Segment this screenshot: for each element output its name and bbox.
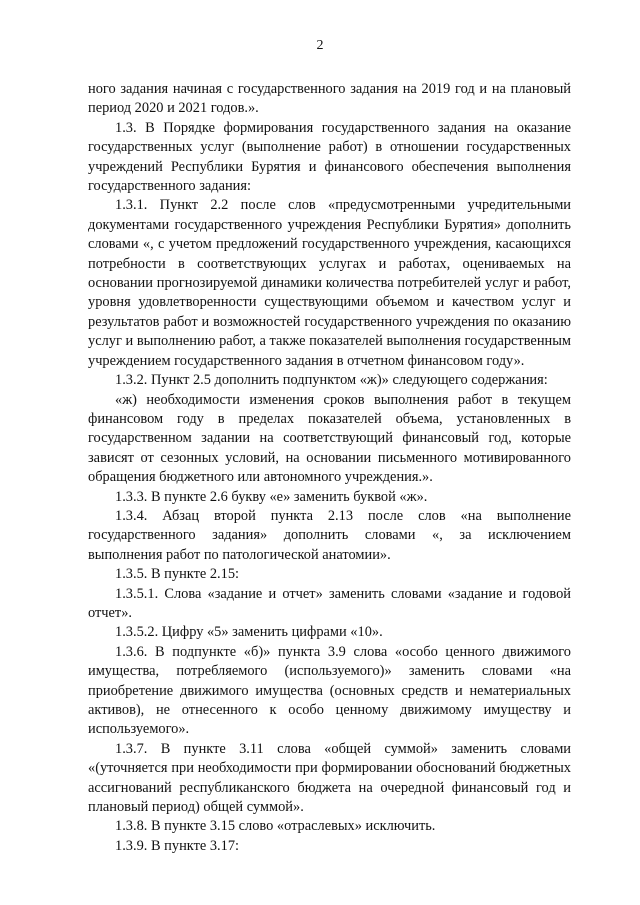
paragraph-1-3: 1.3. В Порядке формирования государственного задания на оказание государственных услуг (выполнение работ) в отношении государственных учреждений Республики Бурятия и финансового обеспечения выполнения государственного задания:	[88, 119, 571, 195]
document-body	[88, 80, 571, 856]
paragraph-1-3-7: 1.3.7. В пункте 3.11 слова «общей суммой» заменить словами «(уточняется при необходимости при формировании обоснований бюджетных ассигнований республиканского бюджета на очередной финансовый год и плановый период) общей суммой».	[88, 740, 571, 816]
paragraph-1-3-2: 1.3.2. Пункт 2.5 дополнить подпунктом «ж)» следующего содержания:	[115, 372, 548, 389]
paragraph-1-3-6: 1.3.6. В подпункте «б)» пункта 3.9 слова «особо ценного движимого имущества, потребляемого (используемого)» заменить словами «на приобретение движимого имущества (основных средств и нематериальных активов), не отнесенного к особо ценному движимому имуществу и используемого».	[88, 643, 571, 738]
paragraph-1-3-5-1: 1.3.5.1. Слова «задание и отчет» заменить словами «задание и годовой отчет».	[88, 585, 571, 621]
page-number: 2	[316, 38, 324, 53]
paragraph-quote-zh: «ж) необходимости изменения сроков выполнения работ в текущем финансовом году в пределах показателей объема, установленных в государственном задании на соответствующий финансовый год, которые зависят от сезонных условий, на основании письменного мотивированного обращения бюджетного или автономного учреждения.».	[88, 391, 571, 486]
paragraph-continuation: ного задания начиная с государственного задания на 2019 год и на плановый период 2020 и 2021 годов.».	[88, 81, 571, 117]
paragraph-1-3-8: 1.3.8. В пункте 3.15 слово «отраслевых» исключить.	[115, 818, 436, 835]
paragraph-1-3-3: 1.3.3. В пункте 2.6 букву «е» заменить буквой «ж».	[115, 488, 428, 505]
paragraph-1-3-4: 1.3.4. Абзац второй пункта 2.13 после слов «на выполнение государственного задания» дополнить словами «, за исключением выполнения работ по патологической анатомии».	[88, 507, 571, 563]
paragraph-1-3-9: 1.3.9. В пункте 3.17:	[115, 837, 240, 854]
paragraph-1-3-5-2: 1.3.5.2. Цифру «5» заменить цифрами «10».	[115, 624, 383, 641]
paragraph-1-3-5: 1.3.5. В пункте 2.15:	[115, 566, 240, 583]
paragraph-1-3-1: 1.3.1. Пункт 2.2 после слов «предусмотренными учредительными документами государственного учреждения Республики Бурятия» дополнить словами «, с учетом предложений государственного учреждения, касающихся потребности в соответствующих услугах и работах, оцениваемых на основании прогнозируемой динамики количества потребителей услуг и работ, уровня удовлетворенности существующими объемом и качеством услуг и результатов работ и возможностей государственного учреждения по оказанию услуг и выполнению работ, а также показателей выполнения государственным учреждением государственного задания в отчетном финансовом году».	[88, 197, 571, 369]
